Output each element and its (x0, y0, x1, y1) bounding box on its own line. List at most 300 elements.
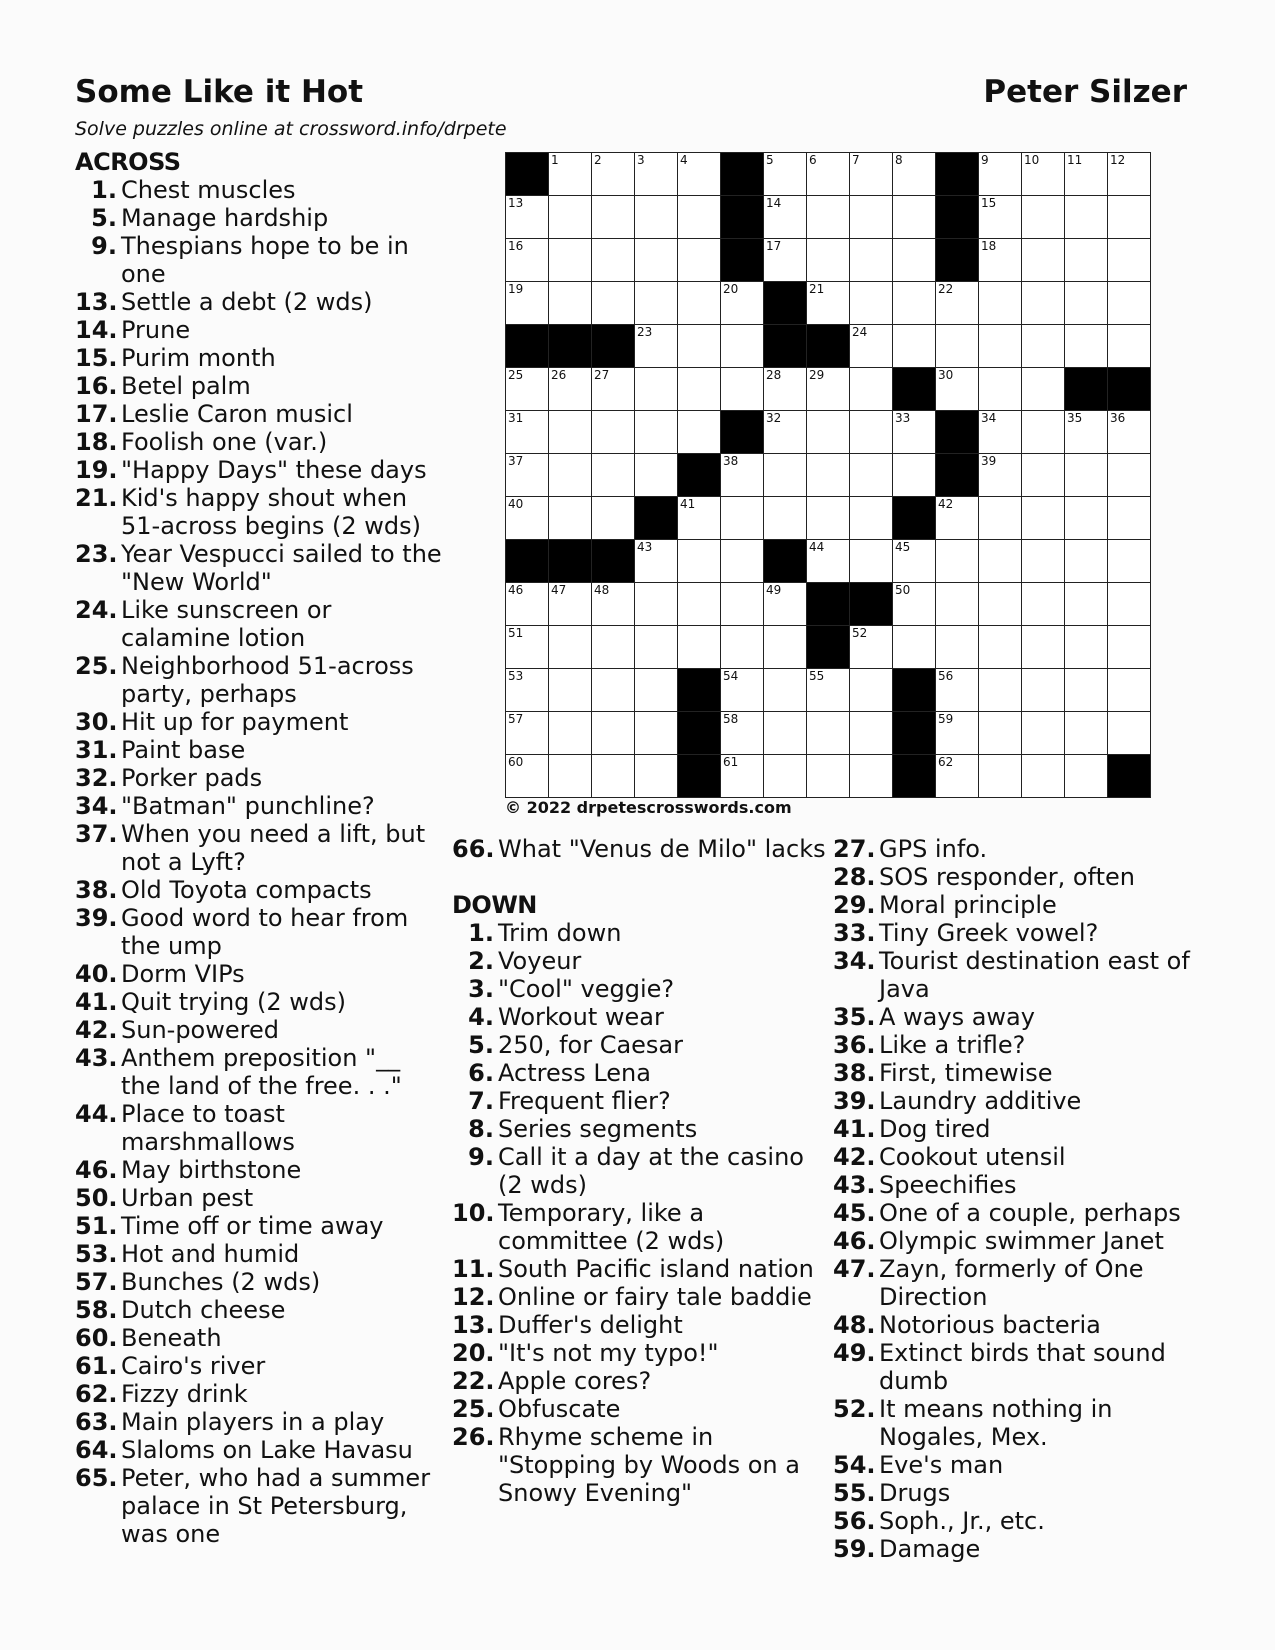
grid-cell[interactable] (721, 282, 764, 325)
black-square (893, 497, 936, 540)
grid-cell[interactable] (592, 153, 635, 196)
cell-number: 48 (594, 583, 610, 597)
grid-cell[interactable] (764, 583, 807, 626)
cell-number: 50 (895, 583, 911, 597)
grid-cell[interactable] (506, 626, 549, 669)
grid-cell[interactable] (979, 540, 1022, 583)
grid-cell[interactable] (678, 153, 721, 196)
grid-cell[interactable] (1108, 497, 1151, 540)
grid-cell[interactable] (592, 583, 635, 626)
grid-cell[interactable] (1022, 755, 1065, 798)
grid-cell[interactable] (549, 712, 592, 755)
grid-cell[interactable] (893, 454, 936, 497)
grid-cell[interactable] (893, 196, 936, 239)
grid-cell[interactable] (979, 626, 1022, 669)
clue-number: 1. (91, 176, 117, 204)
clue-item (833, 1535, 1203, 1563)
grid-cell[interactable] (850, 196, 893, 239)
clue-number: 41. (833, 1115, 876, 1143)
clue-item (75, 400, 443, 428)
grid-cell[interactable] (592, 712, 635, 755)
clue-column-3 (833, 835, 1203, 1563)
clue-item (452, 1395, 828, 1423)
clue-number: 63. (75, 1408, 118, 1436)
grid-cell[interactable] (592, 755, 635, 798)
grid-cell[interactable] (893, 626, 936, 669)
grid-cell[interactable] (936, 712, 979, 755)
clue-item (833, 947, 1203, 1003)
grid-cell[interactable] (979, 583, 1022, 626)
grid-cell[interactable] (506, 454, 549, 497)
clue-number: 20. (452, 1339, 495, 1367)
clue-text: "Happy Days" these days (121, 456, 427, 484)
black-square (807, 583, 850, 626)
grid-cell[interactable] (549, 669, 592, 712)
grid-cell[interactable] (764, 368, 807, 411)
cell-number: 45 (895, 540, 911, 554)
grid-cell[interactable] (635, 583, 678, 626)
clue-text: Anthem preposition "__ the land of the free. . ." (121, 1044, 402, 1100)
grid-cell[interactable] (506, 669, 549, 712)
grid-cell[interactable] (549, 196, 592, 239)
grid-cell[interactable] (936, 669, 979, 712)
clue-text: Apple cores? (498, 1367, 652, 1395)
grid-cell[interactable] (635, 196, 678, 239)
grid-cell[interactable] (807, 497, 850, 540)
grid-cell[interactable] (936, 626, 979, 669)
grid-cell[interactable] (721, 540, 764, 583)
grid-cell[interactable] (678, 411, 721, 454)
grid-cell[interactable] (850, 540, 893, 583)
clue-text: Call it a day at the casino (2 wds) (498, 1143, 804, 1199)
black-square (721, 196, 764, 239)
grid-cell[interactable] (936, 540, 979, 583)
grid-cell[interactable] (850, 153, 893, 196)
clue-number: 49. (833, 1339, 876, 1367)
grid-cell[interactable] (979, 196, 1022, 239)
grid-cell[interactable] (549, 411, 592, 454)
grid-cell[interactable] (850, 712, 893, 755)
clue-text: Laundry additive (879, 1087, 1082, 1115)
puzzle-author: Peter Silzer (983, 74, 1187, 110)
grid-cell[interactable] (936, 368, 979, 411)
grid-cell[interactable] (807, 540, 850, 583)
grid-cell[interactable] (635, 153, 678, 196)
clue-item (833, 1255, 1203, 1311)
grid-cell[interactable] (979, 368, 1022, 411)
grid-cell[interactable] (592, 196, 635, 239)
cell-number: 54 (723, 669, 739, 683)
grid-cell[interactable] (807, 153, 850, 196)
grid-cell[interactable] (979, 454, 1022, 497)
grid-cell[interactable] (850, 411, 893, 454)
clue-item (75, 288, 443, 316)
clue-number: 17. (75, 400, 118, 428)
grid-cell[interactable] (936, 497, 979, 540)
grid-cell[interactable] (678, 540, 721, 583)
grid-cell[interactable] (1022, 239, 1065, 282)
grid-cell[interactable] (807, 368, 850, 411)
black-square (721, 153, 764, 196)
grid-cell[interactable] (807, 755, 850, 798)
clue-item (833, 1143, 1203, 1171)
clue-number: 36. (833, 1031, 876, 1059)
clue-item (75, 176, 443, 204)
clue-item (75, 820, 443, 876)
grid-cell[interactable] (936, 583, 979, 626)
grid-cell[interactable] (1022, 196, 1065, 239)
grid-cell[interactable] (850, 669, 893, 712)
grid-cell[interactable] (549, 583, 592, 626)
clue-text: Rhyme scheme in "Stopping by Woods on a Snowy Evening" (498, 1423, 800, 1507)
clue-text: Leslie Caron musicl (121, 400, 353, 428)
cell-number: 2 (594, 153, 602, 167)
grid-cell[interactable] (592, 454, 635, 497)
clue-number: 60. (75, 1324, 118, 1352)
clue-text: Bunches (2 wds) (121, 1268, 321, 1296)
cell-number: 24 (852, 325, 868, 339)
grid-cell[interactable] (850, 755, 893, 798)
grid-cell[interactable] (635, 411, 678, 454)
grid-cell[interactable] (1108, 239, 1151, 282)
grid-cell[interactable] (506, 282, 549, 325)
grid-cell[interactable] (678, 196, 721, 239)
grid-cell[interactable] (1108, 325, 1151, 368)
clue-text: Chest muscles (121, 176, 296, 204)
clue-item (833, 1003, 1203, 1031)
grid-cell[interactable] (678, 626, 721, 669)
grid-cell[interactable] (635, 712, 678, 755)
grid-cell[interactable] (893, 583, 936, 626)
clue-text: "Batman" punchline? (121, 792, 375, 820)
clue-number: 14. (75, 316, 118, 344)
clue-item (75, 792, 443, 820)
grid-cell[interactable] (549, 497, 592, 540)
grid-cell[interactable] (850, 368, 893, 411)
grid-cell[interactable] (592, 669, 635, 712)
grid-cell[interactable] (850, 454, 893, 497)
clue-number: 56. (833, 1507, 876, 1535)
grid-cell[interactable] (1022, 669, 1065, 712)
clue-number: 40. (75, 960, 118, 988)
clue-text: Trim down (498, 919, 622, 947)
grid-cell[interactable] (1065, 282, 1108, 325)
grid-cell[interactable] (807, 712, 850, 755)
grid-cell[interactable] (1065, 669, 1108, 712)
cell-number: 8 (895, 153, 903, 167)
grid-cell[interactable] (678, 325, 721, 368)
grid-cell[interactable] (1022, 368, 1065, 411)
grid-cell[interactable] (635, 669, 678, 712)
grid-cell[interactable] (979, 153, 1022, 196)
grid-cell[interactable] (678, 497, 721, 540)
grid-cell[interactable] (1022, 411, 1065, 454)
grid-cell[interactable] (893, 239, 936, 282)
clue-text: Temporary, like a committee (2 wds) (498, 1199, 725, 1255)
grid-cell[interactable] (721, 454, 764, 497)
clue-number: 35. (833, 1003, 876, 1031)
grid-cell[interactable] (635, 282, 678, 325)
clue-text: South Pacific island nation (498, 1255, 814, 1283)
grid-cell[interactable] (506, 196, 549, 239)
grid-cell[interactable] (807, 239, 850, 282)
grid-cell[interactable] (506, 712, 549, 755)
clue-number: 46. (833, 1227, 876, 1255)
clue-item (833, 1227, 1203, 1255)
clue-number: 6. (468, 1059, 494, 1087)
grid-cell[interactable] (979, 325, 1022, 368)
grid-cell[interactable] (506, 497, 549, 540)
grid-cell[interactable] (764, 153, 807, 196)
clue-text: Foolish one (var.) (121, 428, 328, 456)
grid-cell[interactable] (678, 368, 721, 411)
black-square (936, 153, 979, 196)
grid-cell[interactable] (764, 626, 807, 669)
grid-cell[interactable] (1108, 196, 1151, 239)
grid-cell[interactable] (1022, 282, 1065, 325)
grid-cell[interactable] (764, 239, 807, 282)
grid-cell[interactable] (549, 755, 592, 798)
grid-cell[interactable] (936, 755, 979, 798)
grid-cell[interactable] (764, 454, 807, 497)
cell-number: 47 (551, 583, 567, 597)
grid-cell[interactable] (1108, 454, 1151, 497)
grid-cell[interactable] (635, 325, 678, 368)
grid-cell[interactable] (807, 282, 850, 325)
cell-number: 15 (981, 196, 997, 210)
grid-cell[interactable] (1022, 497, 1065, 540)
grid-cell[interactable] (721, 583, 764, 626)
grid-cell[interactable] (850, 325, 893, 368)
clue-text: Moral principle (879, 891, 1057, 919)
grid-cell[interactable] (549, 454, 592, 497)
black-square (764, 325, 807, 368)
clue-item (833, 1451, 1203, 1479)
cell-number: 1 (551, 153, 559, 167)
grid-cell[interactable] (893, 153, 936, 196)
clue-item (452, 1087, 828, 1115)
grid-cell[interactable] (549, 282, 592, 325)
clue-text: Eve's man (879, 1451, 1004, 1479)
grid-cell[interactable] (635, 540, 678, 583)
grid-cell[interactable] (1065, 411, 1108, 454)
grid-cell[interactable] (764, 712, 807, 755)
grid-cell[interactable] (635, 368, 678, 411)
grid-cell[interactable] (1022, 712, 1065, 755)
grid-cell[interactable] (1022, 540, 1065, 583)
cell-number: 19 (508, 282, 524, 296)
grid-cell[interactable] (1022, 583, 1065, 626)
clue-item (75, 764, 443, 792)
black-square (1108, 368, 1151, 411)
grid-cell[interactable] (1065, 497, 1108, 540)
grid-cell[interactable] (979, 712, 1022, 755)
grid-cell[interactable] (850, 497, 893, 540)
black-square (807, 626, 850, 669)
cell-number: 49 (766, 583, 782, 597)
grid-cell[interactable] (979, 497, 1022, 540)
grid-cell[interactable] (1022, 454, 1065, 497)
grid-cell[interactable] (764, 755, 807, 798)
grid-cell[interactable] (850, 239, 893, 282)
grid-cell[interactable] (1022, 626, 1065, 669)
grid-cell[interactable] (592, 282, 635, 325)
clue-number: 7. (468, 1087, 494, 1115)
down-heading: DOWN (452, 891, 537, 919)
clue-item (75, 232, 443, 288)
clue-item (452, 1059, 828, 1087)
grid-cell[interactable] (721, 626, 764, 669)
clue-number: 42. (75, 1016, 118, 1044)
grid-cell[interactable] (549, 239, 592, 282)
grid-cell[interactable] (893, 540, 936, 583)
clue-item (75, 316, 443, 344)
cell-number: 32 (766, 411, 782, 425)
grid-cell[interactable] (721, 755, 764, 798)
clue-text: Year Vespucci sailed to the "New World" (121, 540, 442, 596)
grid-cell[interactable] (549, 368, 592, 411)
grid-cell[interactable] (850, 282, 893, 325)
grid-cell[interactable] (764, 196, 807, 239)
grid-cell[interactable] (979, 755, 1022, 798)
grid-cell[interactable] (592, 497, 635, 540)
grid-cell[interactable] (635, 626, 678, 669)
clue-text: Notorious bacteria (879, 1311, 1101, 1339)
clue-number: 53. (75, 1240, 118, 1268)
grid-cell[interactable] (893, 282, 936, 325)
clue-item (452, 1311, 828, 1339)
grid-cell[interactable] (721, 712, 764, 755)
black-square (1065, 368, 1108, 411)
grid-cell[interactable] (506, 583, 549, 626)
grid-cell[interactable] (1108, 153, 1151, 196)
cell-number: 27 (594, 368, 610, 382)
grid-cell[interactable] (1065, 583, 1108, 626)
grid-cell[interactable] (979, 669, 1022, 712)
grid-cell[interactable] (764, 669, 807, 712)
grid-cell[interactable] (1065, 153, 1108, 196)
grid-cell[interactable] (893, 325, 936, 368)
clue-number: 25. (452, 1395, 495, 1423)
grid-cell[interactable] (635, 239, 678, 282)
clue-number: 5. (468, 1031, 494, 1059)
grid-cell[interactable] (549, 153, 592, 196)
clue-text: Olympic swimmer Janet (879, 1227, 1164, 1255)
clue-item (75, 1324, 443, 1352)
grid-cell[interactable] (1108, 583, 1151, 626)
grid-cell[interactable] (1022, 325, 1065, 368)
clue-text: Like a trifle? (879, 1031, 1026, 1059)
grid-cell[interactable] (1108, 411, 1151, 454)
grid-cell[interactable] (1065, 626, 1108, 669)
grid-cell[interactable] (764, 411, 807, 454)
clue-item (833, 1115, 1203, 1143)
grid-cell[interactable] (1065, 325, 1108, 368)
clue-number: 3. (468, 975, 494, 1003)
clue-text: Time off or time away (121, 1212, 384, 1240)
grid-cell[interactable] (592, 626, 635, 669)
grid-cell[interactable] (592, 411, 635, 454)
black-square (807, 325, 850, 368)
cell-number: 6 (809, 153, 817, 167)
grid-cell[interactable] (1065, 540, 1108, 583)
grid-cell[interactable] (979, 411, 1022, 454)
cell-number: 38 (723, 454, 739, 468)
grid-cell[interactable] (506, 368, 549, 411)
grid-cell[interactable] (721, 497, 764, 540)
grid-cell[interactable] (1065, 454, 1108, 497)
grid-cell[interactable] (635, 454, 678, 497)
grid-cell[interactable] (1108, 282, 1151, 325)
cell-number: 3 (637, 153, 645, 167)
clue-number: 46. (75, 1156, 118, 1184)
grid-cell[interactable] (936, 282, 979, 325)
grid-cell[interactable] (678, 282, 721, 325)
grid-cell[interactable] (1065, 196, 1108, 239)
grid-cell[interactable] (678, 239, 721, 282)
grid-cell[interactable] (549, 626, 592, 669)
cell-number: 39 (981, 454, 997, 468)
grid-cell[interactable] (850, 626, 893, 669)
grid-cell[interactable] (721, 368, 764, 411)
grid-cell[interactable] (1065, 755, 1108, 798)
grid-cell[interactable] (893, 411, 936, 454)
grid-cell[interactable] (678, 583, 721, 626)
grid-cell[interactable] (764, 497, 807, 540)
cell-number: 59 (938, 712, 954, 726)
grid-cell[interactable] (807, 196, 850, 239)
clue-item (833, 1395, 1203, 1451)
clue-number: 1. (468, 919, 494, 947)
cell-number: 56 (938, 669, 954, 683)
grid-cell[interactable] (1065, 712, 1108, 755)
grid-cell[interactable] (506, 239, 549, 282)
grid-cell[interactable] (1022, 153, 1065, 196)
black-square (678, 454, 721, 497)
grid-cell[interactable] (807, 669, 850, 712)
grid-cell[interactable] (721, 669, 764, 712)
grid-cell[interactable] (592, 368, 635, 411)
grid-cell[interactable] (979, 239, 1022, 282)
clue-number: 39. (833, 1087, 876, 1115)
grid-cell[interactable] (807, 411, 850, 454)
grid-cell[interactable] (1108, 712, 1151, 755)
grid-cell[interactable] (1065, 239, 1108, 282)
clue-number: 23. (75, 540, 118, 568)
grid-cell[interactable] (1108, 669, 1151, 712)
clue-item (75, 876, 443, 904)
grid-cell[interactable] (1108, 540, 1151, 583)
grid-cell[interactable] (506, 411, 549, 454)
grid-cell[interactable] (506, 755, 549, 798)
grid-cell[interactable] (1108, 626, 1151, 669)
clue-number: 9. (91, 232, 117, 260)
cell-number: 21 (809, 282, 825, 296)
clue-text: Tiny Greek vowel? (879, 919, 1099, 947)
grid-cell[interactable] (592, 239, 635, 282)
black-square (678, 712, 721, 755)
grid-cell[interactable] (721, 325, 764, 368)
clue-text: Actress Lena (498, 1059, 651, 1087)
black-square (506, 153, 549, 196)
clue-text: Tourist destination east of Java (879, 947, 1190, 1003)
clue-item (75, 904, 443, 960)
clue-number: 61. (75, 1352, 118, 1380)
grid-cell[interactable] (979, 282, 1022, 325)
grid-cell[interactable] (635, 755, 678, 798)
grid-cell[interactable] (936, 325, 979, 368)
grid-cell[interactable] (807, 454, 850, 497)
